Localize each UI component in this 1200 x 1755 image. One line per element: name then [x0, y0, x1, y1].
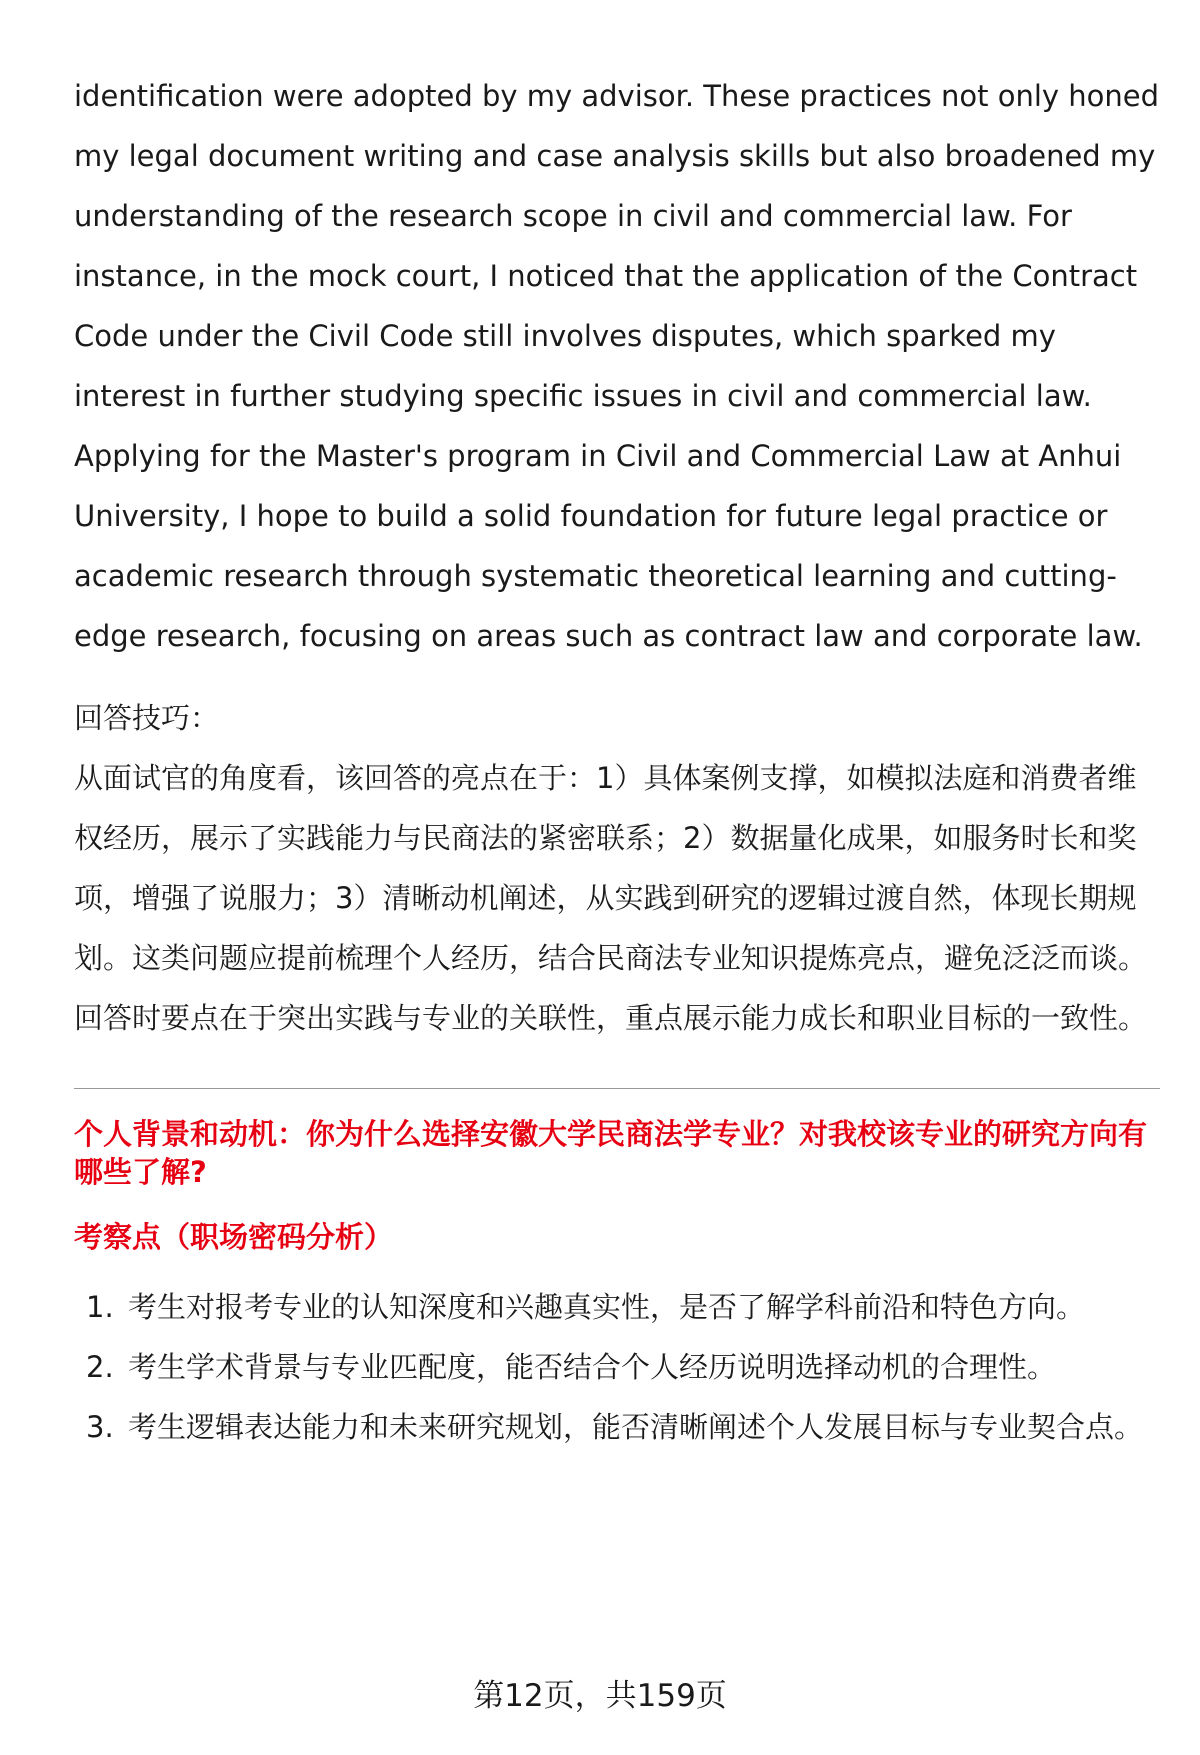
tips-label: 回答技巧： — [74, 701, 220, 735]
body-paragraph: identification were adopted by my advisor. These practices not only honed my legal document writing and case analysis skills but also broadened my understanding of the research scope in civil and commercial law. For instance, in the mock court, I noticed that the application of the Contract Code under the Civil Code still involves disputes, which sparked my interest in further studying specific issues in civil and commercial law. Applying for the Master's program in Civil and Commercial Law at Anhui University, I hope to build a solid foundation for future legal practice or academic research through systematic theoretical learning and cutting-edge research, focusing on areas such as contract law and corporate law. — [74, 79, 1160, 653]
exam-points-list — [74, 1277, 1160, 1457]
list-item — [74, 1337, 1160, 1397]
list-item-number: 2. — [86, 1350, 114, 1384]
list-item-text: 考生逻辑表达能力和未来研究规划，能否清晰阐述个人发展目标与专业契合点。 — [128, 1410, 1144, 1444]
list-item-text: 考生对报考专业的认知深度和兴趣真实性，是否了解学科前沿和特色方向。 — [128, 1290, 1086, 1324]
list-item — [74, 1397, 1160, 1457]
list-item-number: 3. — [86, 1410, 114, 1444]
section-divider — [74, 1088, 1160, 1089]
content — [74, 66, 1160, 1457]
list-item — [74, 1277, 1160, 1337]
page-number-footer: 第12页，共159页 — [473, 1678, 727, 1714]
question-heading: 个人背景和动机：你为什么选择安徽大学民商法学专业？对我校该专业的研究方向有哪些了解? — [74, 1117, 1148, 1189]
exam-points-heading: 考察点（职场密码分析） — [74, 1220, 394, 1254]
list-item-number: 1. — [86, 1290, 114, 1324]
list-item-text: 考生学术背景与专业匹配度，能否结合个人经历说明选择动机的合理性。 — [128, 1350, 1057, 1384]
tips-text: 从面试官的角度看，该回答的亮点在于：1）具体案例支撑，如模拟法庭和消费者维权经历，展示了实践能力与民商法的紧密联系；2）数据量化成果，如服务时长和奖项，增强了说服力；3）清晰动机阐述，从实践到研究的逻辑过渡自然，体现长期规划。这类问题应提前梳理个人经历，结合民商法专业知识提炼亮点，避免泛泛而谈。回答时要点在于突出实践与专业的关联性，重点展示能力成长和职业目标的一致性。 — [74, 761, 1148, 1035]
